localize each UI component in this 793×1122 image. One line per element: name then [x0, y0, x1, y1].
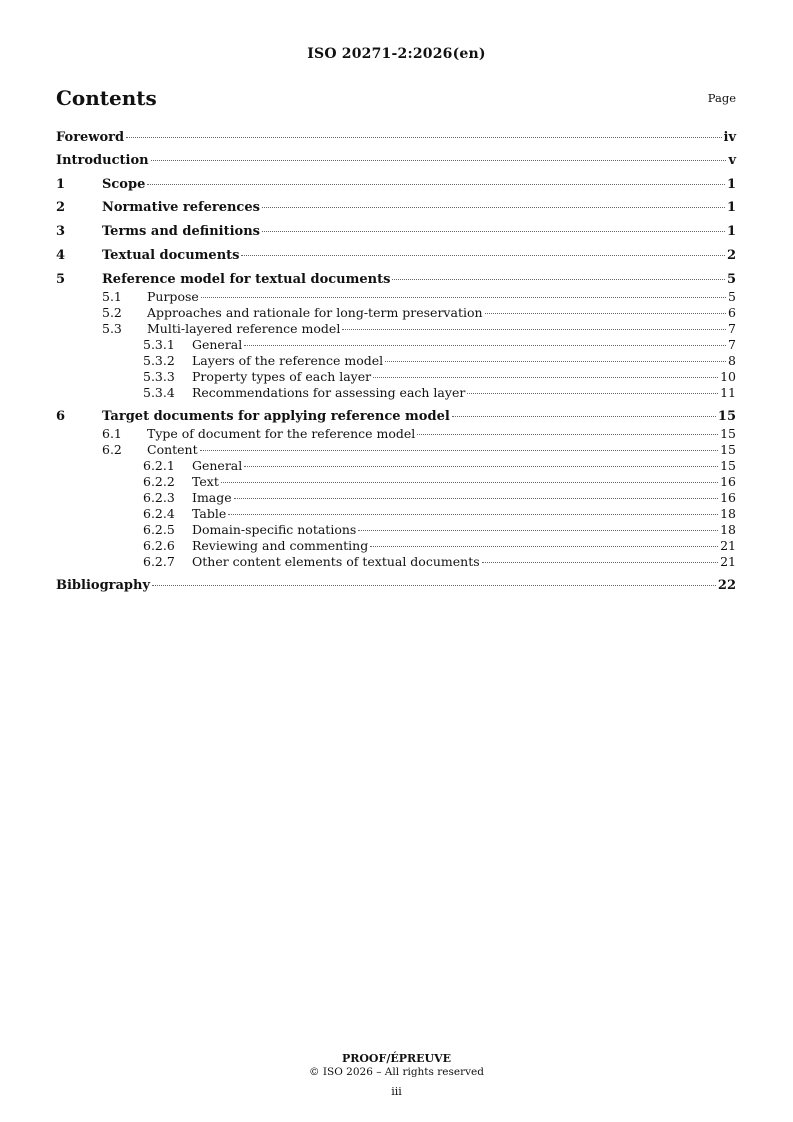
toc-entry-introduction[interactable]	[56, 153, 736, 168]
leader-dots	[482, 562, 718, 563]
toc-entry-scope[interactable]	[56, 177, 736, 192]
toc-entry-title: Introduction	[56, 153, 149, 168]
toc-entry-number: 3	[56, 224, 66, 239]
leader-dots	[392, 279, 725, 280]
leader-dots	[417, 434, 718, 435]
toc-entry-page: 22	[717, 578, 736, 593]
toc-entry-number: 6.2.3	[143, 490, 175, 505]
toc-entry-title: Purpose	[147, 289, 199, 304]
toc-entry-number: 2	[56, 200, 66, 215]
toc-entry-number: 5.3	[102, 321, 122, 336]
toc-entry-page: 1	[726, 200, 736, 215]
toc-entry-page: 11	[720, 385, 736, 400]
toc-entry-page: 1	[726, 177, 736, 192]
toc-entry-title: Reference model for textual documents	[102, 272, 391, 287]
toc-entry-page: 7	[728, 337, 736, 352]
leader-dots	[151, 160, 727, 161]
leader-dots	[385, 361, 726, 362]
toc-entry-domain-specific[interactable]	[56, 522, 736, 537]
toc-entry-title: Multi-layered reference model	[147, 321, 341, 336]
toc-entry-page: 18	[720, 522, 736, 537]
toc-entry-number: 5.3.1	[143, 337, 175, 352]
leader-dots	[221, 482, 718, 483]
toc-entry-number: 5.3.3	[143, 369, 175, 384]
leader-dots	[262, 207, 725, 208]
toc-entry-title: Image	[192, 490, 232, 505]
toc-entry-title: Foreword	[56, 130, 125, 145]
leader-dots	[467, 393, 718, 394]
toc-entry-page: 18	[720, 506, 736, 521]
contents-heading: Contents	[56, 86, 157, 110]
toc-entry-page: 5	[728, 289, 736, 304]
toc-entry-title: Other content elements of textual documents	[192, 554, 480, 569]
toc-entry-table[interactable]	[56, 506, 736, 521]
leader-dots	[342, 329, 726, 330]
toc-entry-title: Type of document for the reference model	[147, 426, 416, 441]
toc-entry-page: 15	[720, 426, 736, 441]
proof-label: PROOF/ÉPREUVE	[341, 1052, 452, 1065]
toc-entry-page: 15	[720, 442, 736, 457]
toc-entry-5-3-1-general[interactable]	[56, 337, 736, 352]
toc-entry-page: 21	[720, 538, 736, 553]
toc-entry-recommendations[interactable]	[56, 385, 736, 400]
document-id: ISO 20271-2:2026(en)	[307, 46, 486, 62]
leader-dots	[152, 585, 716, 586]
toc-entry-multi-layered-model[interactable]	[56, 321, 736, 336]
toc-entry-number: 5.2	[102, 305, 122, 320]
toc-entry-page: 15	[717, 409, 736, 424]
toc-entry-property-types[interactable]	[56, 369, 736, 384]
toc-entry-title: Property types of each layer	[192, 369, 372, 384]
toc-entry-textual-documents[interactable]	[56, 248, 736, 263]
toc-entry-page: 15	[720, 458, 736, 473]
toc-entry-title: Terms and definitions	[102, 224, 260, 239]
toc-entry-number: 6.2.1	[143, 458, 175, 473]
toc-entry-title: Domain-specific notations	[192, 522, 357, 537]
leader-dots	[485, 313, 727, 314]
toc-entry-image[interactable]	[56, 490, 736, 505]
leader-dots	[147, 184, 725, 185]
toc-entry-number: 6.1	[102, 426, 122, 441]
leader-dots	[358, 530, 718, 531]
leader-dots	[452, 416, 716, 417]
toc-entry-number: 6.2.7	[143, 554, 175, 569]
toc-entry-title: Reviewing and commenting	[192, 538, 369, 553]
leader-dots	[200, 450, 718, 451]
copyright-notice: © ISO 2026 – All rights reserved	[309, 1066, 484, 1078]
toc-entry-normative-references[interactable]	[56, 200, 736, 215]
toc-entry-type-of-document[interactable]	[56, 426, 736, 441]
toc-entry-number: 5.1	[102, 289, 122, 304]
toc-entry-page: 7	[728, 321, 736, 336]
toc-entry-other-content[interactable]	[56, 554, 736, 569]
toc-entry-number: 6.2.5	[143, 522, 175, 537]
toc-entry-title: Text	[192, 474, 219, 489]
leader-dots	[373, 377, 718, 378]
toc-entry-page: 5	[726, 272, 736, 287]
leader-dots	[244, 466, 718, 467]
toc-entry-text[interactable]	[56, 474, 736, 489]
leader-dots	[201, 297, 726, 298]
toc-entry-title: Recommendations for assessing each layer	[192, 385, 466, 400]
toc-entry-page: 21	[720, 554, 736, 569]
toc-entry-page: 16	[720, 474, 736, 489]
toc-entry-number: 6.2.4	[143, 506, 175, 521]
toc-entry-terms-and-definitions[interactable]	[56, 224, 736, 239]
leader-dots	[241, 255, 724, 256]
toc-entry-title: Layers of the reference model	[192, 353, 384, 368]
toc-entry-number: 1	[56, 177, 66, 192]
toc-entry-number: 4	[56, 248, 66, 263]
toc-entry-page: 6	[728, 305, 736, 320]
toc-entry-bibliography[interactable]	[56, 578, 736, 593]
toc-entry-reviewing[interactable]	[56, 538, 736, 553]
toc-entry-page: v	[728, 153, 736, 168]
toc-entry-target-documents[interactable]	[56, 409, 736, 424]
toc-entry-6-2-1-general[interactable]	[56, 458, 736, 473]
leader-dots	[228, 514, 718, 515]
toc-entry-reference-model[interactable]	[56, 272, 736, 287]
page-column-label: Page	[707, 91, 736, 105]
toc-entry-title: Bibliography	[56, 578, 151, 593]
toc-entry-page: 16	[720, 490, 736, 505]
toc-entry-approaches[interactable]	[56, 305, 736, 320]
toc-entry-title: General	[192, 458, 243, 473]
toc-entry-title: Normative references	[102, 200, 260, 215]
toc-entry-title: Content	[147, 442, 198, 457]
toc-entry-page: 2	[726, 248, 736, 263]
toc-entry-page: 1	[726, 224, 736, 239]
toc-entry-title: Scope	[102, 177, 146, 192]
page-number: iii	[391, 1085, 402, 1098]
toc-entry-number: 5	[56, 272, 66, 287]
toc-entry-page: 8	[728, 353, 736, 368]
toc-entry-number: 6.2	[102, 442, 122, 457]
toc-entry-purpose[interactable]	[56, 289, 736, 304]
leader-dots	[370, 546, 718, 547]
toc-entry-number: 6	[56, 409, 66, 424]
toc-entry-number: 6.2.2	[143, 474, 175, 489]
leader-dots	[262, 231, 725, 232]
toc-entry-title: Target documents for applying reference model	[102, 409, 450, 424]
toc-entry-number: 5.3.4	[143, 385, 175, 400]
leader-dots	[244, 345, 726, 346]
toc-entry-number: 5.3.2	[143, 353, 175, 368]
toc-entry-title: Approaches and rationale for long-term preservation	[147, 305, 483, 320]
toc-entry-layers[interactable]	[56, 353, 736, 368]
toc-entry-page: iv	[723, 130, 736, 145]
toc-entry-number: 6.2.6	[143, 538, 175, 553]
leader-dots	[126, 137, 721, 138]
toc-entry-content[interactable]	[56, 442, 736, 457]
leader-dots	[234, 498, 718, 499]
toc-entry-foreword[interactable]	[56, 130, 736, 145]
toc-entry-page: 10	[720, 369, 736, 384]
toc-entry-title: General	[192, 337, 243, 352]
toc-entry-title: Table	[192, 506, 227, 521]
toc-entry-title: Textual documents	[102, 248, 240, 263]
